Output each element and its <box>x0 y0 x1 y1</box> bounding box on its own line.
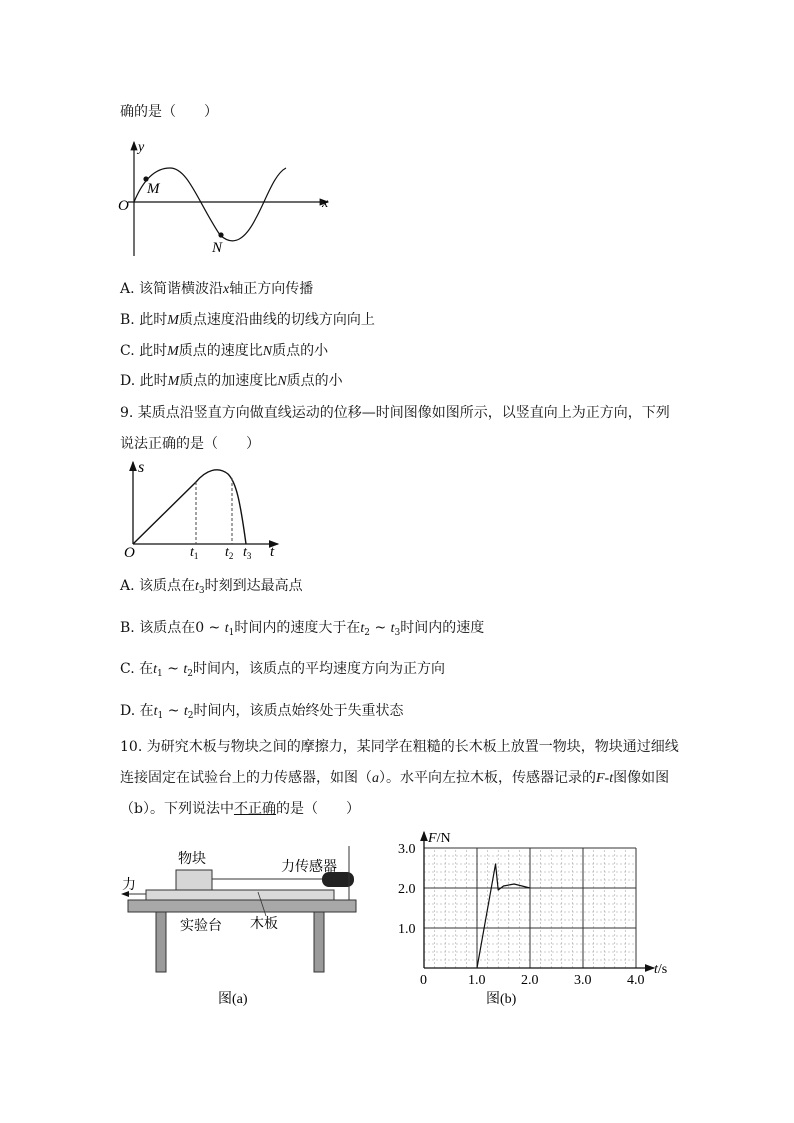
q9-label-o: O <box>124 545 135 561</box>
q8-label-y: y <box>138 140 145 155</box>
caption-b: 图(b) <box>486 992 517 1007</box>
x-tick-label: 4.0 <box>627 973 645 988</box>
x-axis-label: t/s <box>654 962 668 977</box>
block <box>176 870 212 890</box>
x-tick-label: 2.0 <box>521 973 539 988</box>
label-table: 实验台 <box>180 919 222 934</box>
q9-label-s: s <box>138 459 145 476</box>
y-tick-label: 3.0 <box>398 842 416 857</box>
q10-stem-line1: 10. 为研究木板与物块之间的摩擦力，某同学在粗糙的长木板上放置一物块，物块通过细线 <box>120 739 679 755</box>
q9-option-a[interactable]: A. 该质点在$t_3$时刻到达最高点 <box>120 578 303 596</box>
series-line-F <box>477 864 530 968</box>
q9-option-b[interactable]: B. 该质点在0 ~ $t_1$时间内的速度大于在$t_2$ ~ $t_3$时间内的速度 <box>120 620 485 638</box>
q8-label-o: O <box>118 198 129 214</box>
q9-stem-line1: 9. 某质点沿竖直方向做直线运动的位移—时间图像如图所示，以竖直向上为正方向，下列 <box>120 405 670 421</box>
q10-stem-line3: （b）。下列说法中不正确的是（ ） <box>120 801 360 817</box>
q9-stem-line2: 说法正确的是（ ） <box>120 436 260 452</box>
q8-stem-tail: 确的是（ ） <box>120 104 218 120</box>
label-board: 木板 <box>250 917 278 932</box>
q8-wave-curve <box>134 168 286 241</box>
q8-label-x: x <box>322 196 329 211</box>
q8-label-m: M <box>147 181 160 197</box>
q9-label-t1: $t_1$ <box>190 545 199 561</box>
table-top <box>128 900 356 912</box>
y-tick-label: 2.0 <box>398 882 416 897</box>
q9-label-t2: $t_2$ <box>225 545 234 561</box>
q9-st-figure <box>118 458 288 561</box>
q10-apparatus-figure <box>118 840 368 1010</box>
q8-label-n: N <box>212 240 223 256</box>
q8-option-c[interactable]: C. 此时M质点的速度比N质点的小 <box>120 343 329 359</box>
y-tick-label: 1.0 <box>398 922 416 937</box>
q9-st-curve <box>133 470 246 544</box>
caption-a: 图(a) <box>218 992 248 1007</box>
q9-option-c[interactable]: C. 在$t_1$ ~ $t_2$时间内，该质点的平均速度方向为正方向 <box>120 661 446 679</box>
label-force: 力 <box>122 878 136 893</box>
x-tick-label: 1.0 <box>468 973 486 988</box>
q8-option-d[interactable]: D. 此时M质点的加速度比N质点的小 <box>120 373 343 389</box>
q9-label-t3: $t_3$ <box>243 545 252 561</box>
q8-option-a[interactable]: A. 该简谐横波沿x轴正方向传播 <box>120 281 314 297</box>
table-leg-right <box>314 912 324 972</box>
q8-point-n <box>218 232 223 237</box>
label-sensor: 力传感器 <box>281 860 337 875</box>
q9-option-d[interactable]: D. 在$t_1$ ~ $t_2$时间内，该质点始终处于失重状态 <box>120 703 404 721</box>
x-tick-label: 0 <box>420 973 427 988</box>
q10-stem-line2: 连接固定在试验台上的力传感器，如图（a）。水平向左拉木板，传感器记录的F-t图像如图 <box>120 770 670 786</box>
x-tick-label: 3.0 <box>574 973 592 988</box>
q9-label-t: t <box>270 544 275 560</box>
q8-wave-figure <box>110 138 350 263</box>
q8-option-b[interactable]: B. 此时M质点速度沿曲线的切线方向向上 <box>120 312 375 328</box>
q10-ft-chart <box>396 825 686 1015</box>
label-block: 物块 <box>178 852 206 867</box>
table-leg-left <box>156 912 166 972</box>
y-axis-label: F/N <box>428 831 451 846</box>
wood-board <box>146 890 334 900</box>
